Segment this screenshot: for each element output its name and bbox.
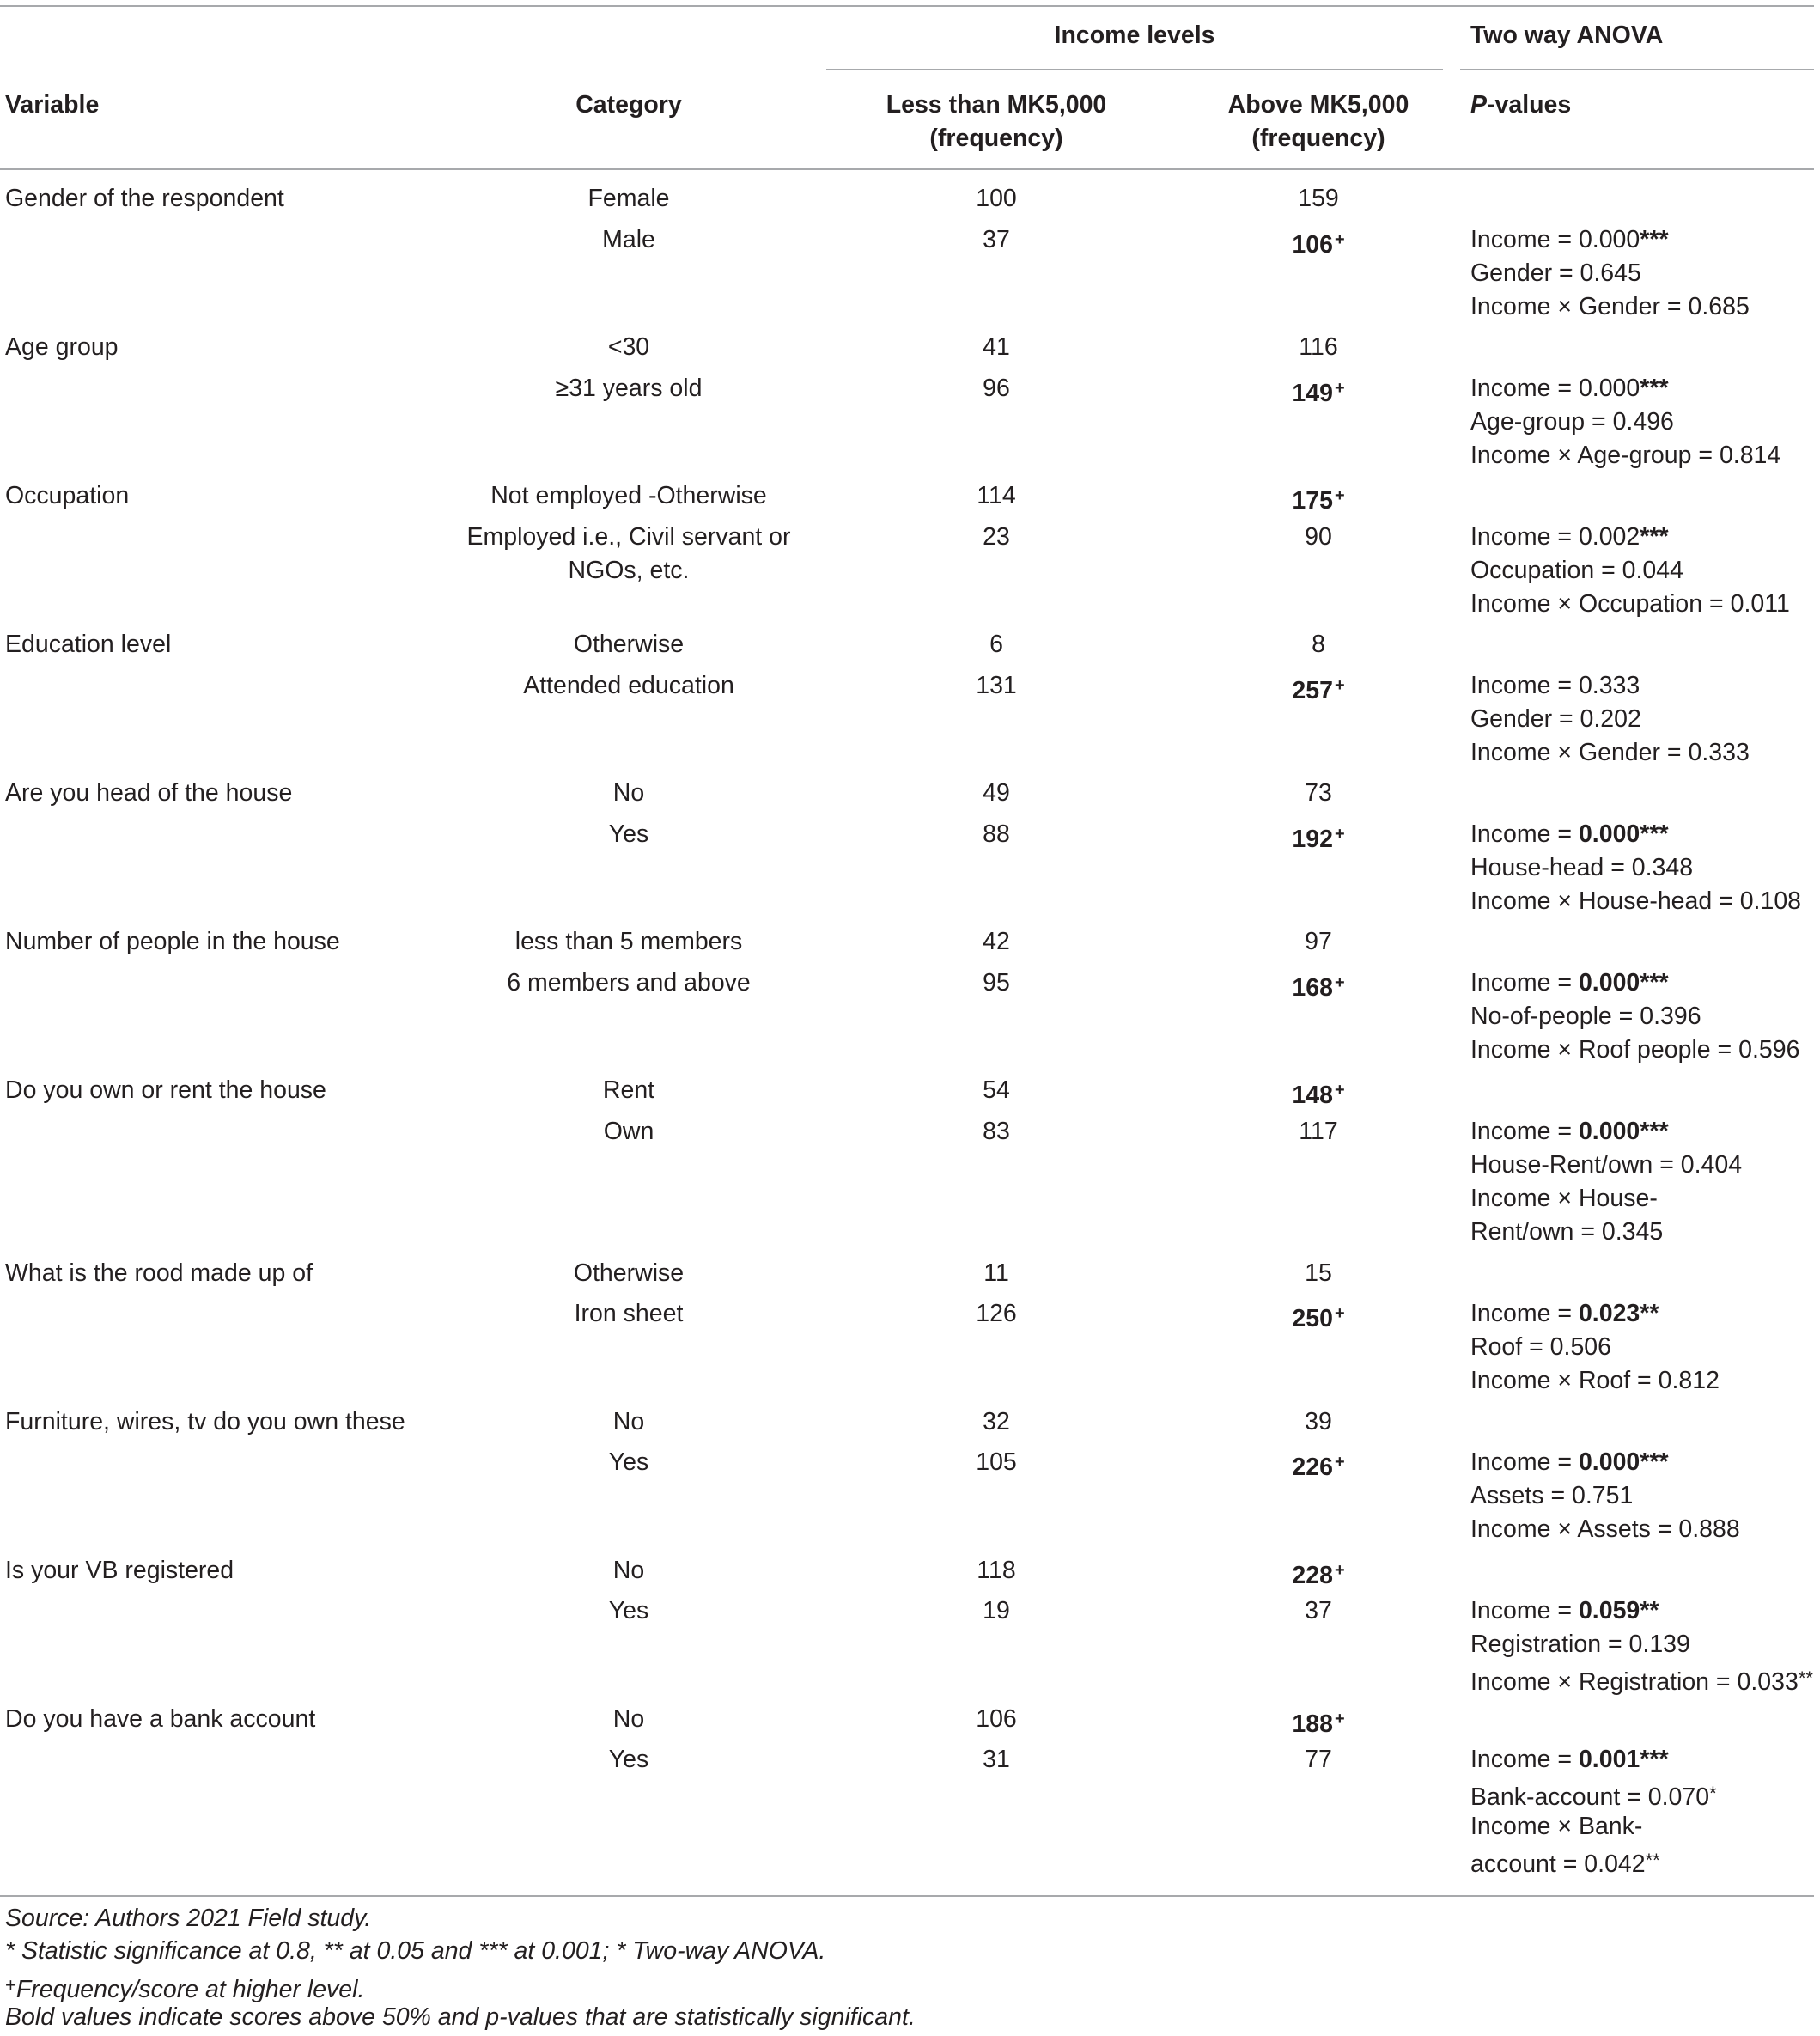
- pvalue-line: [1470, 405, 1780, 439]
- significance-stars: *: [1709, 1783, 1717, 1804]
- above-frequency: 168: [1292, 973, 1333, 1002]
- above-frequency-cell: [1138, 925, 1499, 959]
- higher-level-marker: +: [1334, 229, 1345, 249]
- pvalue-text: Assets = 0.751: [1470, 1482, 1634, 1509]
- category-cell: [414, 925, 843, 959]
- pvalue-line: [1470, 851, 1801, 885]
- significance-stars: ***: [1640, 820, 1669, 848]
- pvalue-line: [1470, 1331, 1720, 1364]
- category-label: Own: [603, 1117, 654, 1145]
- higher-level-marker: +: [1334, 972, 1345, 992]
- pvalues-cell: [1470, 1594, 1813, 1695]
- pvalue-text: Income = 0.000: [1470, 225, 1640, 253]
- pvalue-text: Income × Roof people = 0.596: [1470, 1035, 1800, 1064]
- pvalue-text: Income = 0.000: [1470, 374, 1640, 402]
- category-cell: [414, 669, 843, 703]
- category-label-line2: NGOs, etc.: [568, 556, 690, 584]
- pvalue-text: Income × Assets = 0.888: [1470, 1515, 1740, 1543]
- category-cell: [414, 1115, 843, 1149]
- above-frequency: 90: [1305, 522, 1332, 551]
- pvalue-text: Occupation = 0.044: [1470, 556, 1683, 584]
- pvalue-line: [1470, 669, 1750, 703]
- pvalue-text: Income =: [1470, 1117, 1579, 1145]
- less-than-frequency: 19: [983, 1597, 1010, 1625]
- header-bottom-rule: [0, 168, 1814, 170]
- pvalue-text: Income =: [1470, 820, 1579, 848]
- less-than-column-header: Less than MK5,000 (frequency): [886, 91, 1107, 152]
- less-than-frequency: 88: [983, 820, 1010, 848]
- variable-name: Do you own or rent the house: [5, 1076, 326, 1104]
- above-frequency: 15: [1305, 1259, 1332, 1287]
- pvalue-line: [1470, 1446, 1740, 1479]
- category-cell: [414, 1703, 843, 1736]
- above-frequency: 250: [1292, 1305, 1333, 1332]
- variable-name: Education level: [5, 631, 172, 658]
- above-frequency-cell: [1138, 777, 1499, 810]
- variable-name: What is the rood made up of: [5, 1259, 313, 1287]
- category-cell: [414, 479, 843, 513]
- pvalue-text: account = 0.042: [1470, 1850, 1646, 1878]
- pvalue-text: Income × House-: [1470, 1184, 1658, 1212]
- higher-level-marker: +: [1334, 1453, 1345, 1472]
- variable-name: Number of people in the house: [5, 928, 340, 955]
- category-label: Not employed -Otherwise: [490, 482, 767, 509]
- pvalue-line: [1470, 736, 1750, 770]
- category-cell: [414, 182, 843, 216]
- pvalue-line: [1470, 554, 1790, 588]
- category-label: No: [612, 1556, 645, 1584]
- pvalue-text: Income × Gender = 0.685: [1470, 292, 1750, 320]
- pvalues-cell: [1470, 372, 1780, 472]
- pvalues-cell: [1470, 223, 1750, 324]
- above-frequency-cell: [1138, 1703, 1499, 1741]
- pvalue-line: [1470, 703, 1750, 736]
- significance-stars: ***: [1640, 225, 1669, 253]
- significance-stars: ***: [1640, 968, 1669, 997]
- significance-stars: **: [1640, 1300, 1659, 1327]
- pvalue-line: [1470, 1033, 1799, 1067]
- category-cell: [414, 223, 843, 257]
- less-than-frequency: 31: [983, 1746, 1010, 1773]
- pvalues-cell: [1470, 1297, 1720, 1398]
- higher-level-marker: +: [1334, 378, 1345, 398]
- higher-level-marker: +: [1334, 675, 1345, 695]
- less-than-frequency: 105: [976, 1448, 1017, 1476]
- pvalue-line: [1470, 1844, 1717, 1877]
- pvalue-line: [1470, 1810, 1717, 1844]
- less-than-frequency: 131: [976, 671, 1017, 699]
- pvalue-text: Age-group = 0.496: [1470, 407, 1674, 436]
- category-label: ≥31 years old: [555, 374, 703, 402]
- category-label: <30: [607, 333, 650, 361]
- pvalue-text: Gender = 0.645: [1470, 259, 1641, 287]
- significance-stars: **: [1798, 1667, 1813, 1689]
- above-frequency: 148: [1292, 1082, 1333, 1109]
- category-cell: [414, 331, 843, 364]
- pvalue-line: [1470, 1743, 1717, 1777]
- pvalue-line: [1470, 1182, 1742, 1216]
- pvalue-line: [1470, 885, 1801, 918]
- pvalue-text: Income = 0.002: [1470, 522, 1640, 551]
- top-rule: [0, 5, 1814, 7]
- above-frequency: 257: [1292, 676, 1333, 704]
- above-frequency: 97: [1305, 928, 1332, 955]
- footnote-source: Source: Authors 2021 Field study.: [5, 1905, 372, 1932]
- pvalue-text: Income × Roof = 0.812: [1470, 1367, 1720, 1394]
- pvalue-line: [1470, 372, 1780, 405]
- category-cell: [414, 966, 843, 1000]
- above-frequency-cell: [1138, 818, 1499, 856]
- pvalue-line: [1470, 1297, 1720, 1331]
- pvalue-line: [1470, 439, 1780, 472]
- pvalue-line: [1470, 521, 1790, 554]
- category-label: Yes: [608, 1448, 649, 1476]
- pvalues-cell: [1470, 521, 1790, 621]
- pvalue-significant: 0.000: [1578, 1448, 1640, 1476]
- pvalue-line: [1470, 1149, 1742, 1182]
- category-cell: [414, 1405, 843, 1439]
- category-label: Otherwise: [573, 631, 685, 658]
- pvalue-line: [1470, 1594, 1813, 1628]
- less-than-frequency: 11: [983, 1259, 1009, 1287]
- category-label: Rent: [602, 1076, 655, 1104]
- pvalue-text: Income =: [1470, 1597, 1579, 1625]
- above-frequency-cell: [1138, 1297, 1499, 1336]
- above-frequency-cell: [1138, 1554, 1499, 1593]
- pvalue-text: Income =: [1470, 1448, 1579, 1476]
- above-frequency: 149: [1292, 379, 1333, 407]
- higher-level-marker: +: [1334, 1304, 1345, 1323]
- pvalue-text: Income =: [1470, 1300, 1579, 1327]
- category-cell: [414, 1446, 843, 1479]
- category-label: Female: [587, 185, 670, 212]
- above-frequency: 106: [1292, 230, 1333, 259]
- category-label: No: [612, 779, 645, 807]
- category-label: Yes: [608, 820, 649, 848]
- category-label: less than 5 members: [514, 928, 743, 955]
- less-than-frequency: 83: [983, 1117, 1010, 1145]
- above-frequency-cell: [1138, 1257, 1499, 1290]
- pvalue-text: Gender = 0.202: [1470, 704, 1641, 733]
- significance-stars: ***: [1640, 1117, 1669, 1145]
- pvalues-cell: [1470, 1743, 1717, 1877]
- pvalue-line: [1470, 966, 1799, 1000]
- above-frequency-cell: [1138, 1405, 1499, 1439]
- pvalue-significant: 0.059: [1578, 1597, 1640, 1625]
- pvalue-text: Bank-account = 0.070: [1470, 1783, 1710, 1811]
- category-cell: [414, 1743, 843, 1777]
- less-than-frequency: 100: [976, 185, 1017, 212]
- variable-name: Gender of the respondent: [5, 185, 284, 212]
- category-label: Yes: [608, 1597, 649, 1625]
- higher-level-marker: +: [1334, 1081, 1345, 1100]
- above-frequency: 175: [1292, 487, 1333, 515]
- above-frequency: 159: [1298, 185, 1339, 212]
- above-frequency: 8: [1312, 631, 1325, 658]
- category-cell: [414, 628, 843, 661]
- pvalue-text: Income × Gender = 0.333: [1470, 738, 1750, 766]
- above-frequency-cell: [1138, 372, 1499, 411]
- pvalue-significant: 0.000: [1578, 1117, 1640, 1145]
- pvalue-text: Income =: [1470, 1746, 1579, 1773]
- category-label: Iron sheet: [574, 1300, 684, 1327]
- above-frequency-cell: [1138, 479, 1499, 518]
- above-frequency-cell: [1138, 966, 1499, 1005]
- pvalues-cell: [1470, 669, 1750, 770]
- above-frequency-cell: [1138, 1446, 1499, 1484]
- bottom-rule: [0, 1895, 1814, 1897]
- category-label: Otherwise: [573, 1259, 685, 1287]
- variable-name: Are you head of the house: [5, 779, 293, 807]
- above-frequency: 188: [1292, 1710, 1333, 1738]
- above-frequency: 192: [1292, 825, 1333, 853]
- pvalue-line: [1470, 588, 1790, 621]
- pvalue-line: [1470, 1661, 1813, 1695]
- pvalue-text: Income = 0.333: [1470, 671, 1640, 699]
- pvalue-text: Income × Bank-: [1470, 1813, 1643, 1840]
- pvalue-text: Income =: [1470, 968, 1579, 997]
- higher-level-marker: +: [1334, 1560, 1345, 1580]
- pvalue-significant: 0.023: [1578, 1300, 1640, 1327]
- significance-stars: **: [1640, 1597, 1659, 1625]
- above-frequency: 228: [1292, 1561, 1333, 1589]
- category-cell: [414, 1594, 843, 1628]
- pvalue-line: [1470, 290, 1750, 324]
- above-frequency: 226: [1292, 1454, 1333, 1481]
- above-frequency: 77: [1305, 1746, 1332, 1773]
- above-frequency-cell: [1138, 1743, 1499, 1777]
- pvalue-text: Rent/own = 0.345: [1470, 1217, 1664, 1246]
- significance-stars: ***: [1640, 1746, 1669, 1773]
- pvalue-text: Income × Occupation = 0.011: [1470, 589, 1790, 618]
- above-frequency-cell: [1138, 1115, 1499, 1149]
- pvalue-line: [1470, 1513, 1740, 1546]
- category-label: No: [612, 1407, 645, 1436]
- variable-name: Do you have a bank account: [5, 1704, 316, 1733]
- pvalue-line: [1470, 1000, 1799, 1033]
- pvalue-line: [1470, 1479, 1740, 1513]
- variable-name: Occupation: [5, 482, 130, 509]
- pvalue-line: [1470, 818, 1801, 851]
- above-frequency-cell: [1138, 182, 1499, 216]
- less-than-frequency: 54: [983, 1076, 1010, 1104]
- significance-stars: ***: [1640, 522, 1669, 551]
- footnote-bold: Bold values indicate scores above 50% and p-values that are statistically significant.: [5, 2003, 916, 2031]
- pvalue-text: Roof = 0.506: [1470, 1333, 1612, 1361]
- pvalue-line: [1470, 223, 1750, 257]
- pvalue-line: [1470, 257, 1750, 290]
- significance-stars: ***: [1640, 374, 1669, 402]
- pvalue-text: Income × Registration = 0.033: [1470, 1668, 1799, 1696]
- income-levels-header: Income levels: [1054, 21, 1215, 49]
- pvalue-significant: 0.000: [1578, 968, 1640, 997]
- category-cell: [414, 818, 843, 851]
- above-frequency-cell: [1138, 628, 1499, 661]
- pvalue-line: [1470, 1777, 1717, 1810]
- above-frequency-cell: [1138, 1594, 1499, 1628]
- category-column-header: Category: [575, 91, 682, 119]
- less-than-frequency: 6: [989, 631, 1003, 658]
- less-than-frequency: 96: [983, 374, 1010, 402]
- above-frequency: 116: [1299, 333, 1338, 361]
- variable-name: Age group: [5, 333, 119, 361]
- pvalue-line: [1470, 1115, 1742, 1149]
- pvalue-line: [1470, 1628, 1813, 1661]
- pvalues-cell: [1470, 818, 1801, 918]
- above-frequency-cell: [1138, 331, 1499, 364]
- less-than-frequency: 49: [983, 779, 1010, 807]
- less-than-frequency: 118: [977, 1556, 1016, 1584]
- category-label: Yes: [608, 1746, 649, 1773]
- higher-level-marker: +: [1334, 486, 1345, 505]
- two-way-anova-header: Two way ANOVA: [1470, 21, 1664, 49]
- less-than-frequency: 23: [983, 522, 1010, 551]
- income-levels-rule: [826, 69, 1443, 70]
- higher-level-marker: +: [1334, 1709, 1345, 1728]
- above-frequency-cell: [1138, 1074, 1499, 1112]
- less-than-frequency: 106: [976, 1704, 1017, 1733]
- less-than-frequency: 95: [983, 968, 1010, 997]
- category-cell: [414, 1297, 843, 1331]
- pvalue-significant: 0.001: [1578, 1746, 1640, 1773]
- pvalue-line: [1470, 1364, 1720, 1398]
- above-frequency: 39: [1305, 1407, 1332, 1436]
- above-frequency: 73: [1305, 779, 1332, 807]
- significance-stars: **: [1645, 1850, 1660, 1871]
- above-frequency-cell: [1138, 521, 1499, 554]
- category-cell: [414, 777, 843, 810]
- above-frequency-cell: [1138, 223, 1499, 262]
- less-than-frequency: 37: [983, 225, 1010, 253]
- less-than-frequency: 32: [983, 1407, 1010, 1436]
- above-frequency-cell: [1138, 669, 1499, 708]
- category-label: Attended education: [523, 671, 734, 699]
- category-cell: [414, 1074, 843, 1107]
- pvalues-column-header: P-values: [1470, 91, 1572, 119]
- footnote-plus: +Frequency/score at higher level.: [5, 1974, 365, 2003]
- less-than-frequency: 126: [976, 1300, 1017, 1327]
- pvalue-significant: 0.000: [1578, 820, 1640, 848]
- category-cell: [414, 1257, 843, 1290]
- pvalue-text: House-head = 0.348: [1470, 853, 1694, 881]
- less-than-frequency: 42: [983, 928, 1010, 955]
- variable-name: Furniture, wires, tv do you own these: [5, 1407, 405, 1436]
- category-label: Employed i.e., Civil servant or: [466, 522, 791, 551]
- pvalue-line: [1470, 1216, 1742, 1249]
- category-label: No: [612, 1704, 645, 1733]
- above-frequency: 37: [1305, 1597, 1332, 1625]
- category-cell: [414, 521, 843, 588]
- less-than-frequency: 114: [977, 482, 1016, 509]
- pvalue-text: Income × House-head = 0.108: [1470, 887, 1802, 915]
- footnote-significance: * Statistic significance at 0.8, ** at 0.05 and *** at 0.001; * Two-way ANOVA.: [5, 1937, 826, 1965]
- pvalues-cell: [1470, 1446, 1740, 1546]
- anova-rule: [1460, 69, 1814, 70]
- variable-name: Is your VB registered: [5, 1556, 234, 1584]
- significance-stars: ***: [1640, 1448, 1669, 1476]
- higher-level-marker: +: [1334, 824, 1345, 844]
- variable-column-header: Variable: [5, 91, 100, 119]
- pvalue-text: House-Rent/own = 0.404: [1470, 1150, 1743, 1179]
- category-cell: [414, 1554, 843, 1588]
- pvalue-text: No-of-people = 0.396: [1470, 1002, 1701, 1030]
- less-than-frequency: 41: [983, 333, 1010, 361]
- above-frequency: 117: [1299, 1117, 1338, 1145]
- pvalues-cell: [1470, 1115, 1742, 1249]
- category-cell: [414, 372, 843, 405]
- pvalue-text: Income × Age-group = 0.814: [1470, 441, 1781, 469]
- above-column-header: Above MK5,000 (frequency): [1227, 91, 1409, 152]
- category-label: Male: [602, 225, 655, 253]
- pvalue-text: Registration = 0.139: [1470, 1631, 1690, 1658]
- pvalues-cell: [1470, 966, 1799, 1067]
- category-label: 6 members and above: [507, 968, 751, 997]
